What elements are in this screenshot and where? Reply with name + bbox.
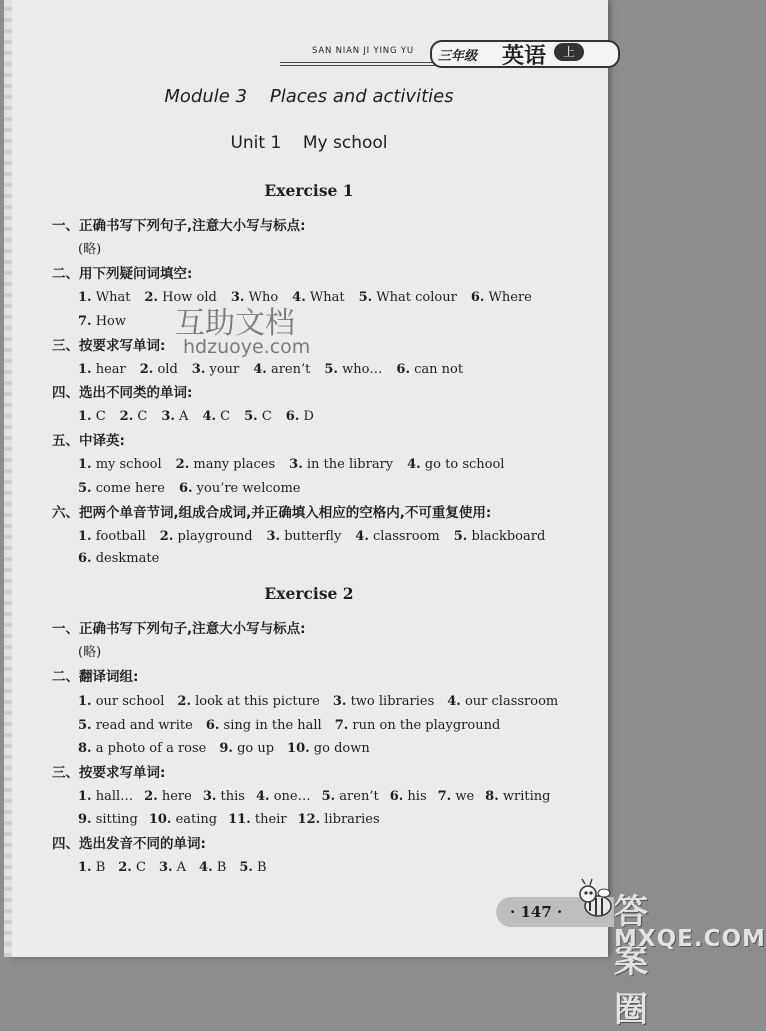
answer-text: a photo of a rose — [91, 741, 207, 756]
ex2-q3-answers-1 — [78, 788, 550, 806]
answer-item — [298, 812, 380, 827]
answer-text: our classroom — [460, 694, 559, 709]
answer-item — [161, 409, 188, 424]
ex1-q6-label: 六、把两个单音节词,组成合成词,并正确填入相应的空格内,不可重复使用: — [52, 505, 492, 521]
watermark-cn-text: 互助文档 — [175, 306, 295, 341]
module-title: Module 3 Places and activities — [164, 86, 454, 107]
answer-item — [160, 529, 253, 544]
ex1-q1-label: 一、正确书写下列句子,注意大小写与标点: — [52, 218, 306, 234]
answer-item — [396, 362, 463, 377]
answer-text: aren’t — [335, 789, 379, 804]
answer-number: 1. — [78, 409, 92, 424]
answer-number: 5. — [78, 718, 92, 733]
answer-number: 2. — [118, 860, 132, 875]
answer-number: 7. — [437, 789, 452, 804]
ex1-q5-label: 五、中译英: — [52, 433, 125, 449]
answer-text: you’re welcome — [192, 481, 301, 496]
answer-item — [219, 741, 274, 756]
answer-item — [359, 290, 457, 305]
answer-item — [355, 529, 439, 544]
answer-number: 3. — [332, 694, 347, 709]
answer-item — [78, 789, 133, 804]
answer-number: 2. — [175, 457, 190, 472]
answer-number: 1. — [78, 457, 92, 472]
answer-number: 4. — [255, 789, 270, 804]
answer-item — [256, 789, 311, 804]
unit-title: Unit 1 My school — [230, 133, 388, 153]
corner-watermark-cn: 答案圈 — [614, 892, 650, 1030]
answer-text: this — [216, 789, 245, 804]
answer-text: run on the playground — [348, 718, 501, 733]
answer-number: 6. — [470, 290, 485, 305]
answer-text: D — [299, 409, 314, 424]
answer-item — [267, 529, 342, 544]
answer-text: hear — [91, 362, 126, 377]
answer-number: 5. — [358, 290, 373, 305]
book-badge — [430, 40, 620, 68]
ex2-q1-label: 一、正确书写下列句子,注意大小写与标点: — [52, 621, 306, 637]
answer-number: 1. — [78, 290, 92, 305]
answer-text: aren’t — [266, 362, 311, 377]
answer-text: my school — [91, 457, 162, 472]
answer-text: we — [451, 789, 475, 804]
answer-text: many places — [189, 457, 276, 472]
answer-number: 10. — [287, 741, 310, 756]
answer-item — [159, 860, 186, 875]
answer-number: 1. — [78, 362, 92, 377]
answer-item — [78, 362, 126, 377]
badge-subject: 英语 — [502, 44, 547, 69]
answer-item — [78, 812, 138, 827]
answer-text: playground — [173, 529, 253, 544]
answer-number: 6. — [389, 789, 404, 804]
answer-number: 2. — [177, 694, 191, 709]
answer-number: 5. — [324, 362, 338, 377]
answer-text: look at this picture — [190, 694, 320, 709]
document-page — [10, 0, 608, 957]
ex1-q5-answers-2 — [78, 480, 301, 498]
badge-volume: 上 — [554, 43, 584, 61]
answer-text: B — [252, 860, 267, 875]
answer-number: 2. — [119, 409, 134, 424]
answer-item — [322, 789, 379, 804]
header-pinyin: SAN NIAN JI YING YU — [312, 46, 414, 56]
exercise-1-title: Exercise 1 — [264, 181, 354, 200]
answer-number: 7. — [334, 718, 349, 733]
exercise-2-title: Exercise 2 — [264, 584, 354, 603]
answer-text: butterfly — [280, 529, 342, 544]
answer-text: sitting — [91, 812, 138, 827]
answer-item — [179, 481, 301, 496]
answer-number: 4. — [253, 362, 267, 377]
watermark-url-text: hdzuoye.com — [183, 336, 311, 358]
answer-text: How — [91, 314, 127, 329]
answer-number: 3. — [202, 789, 217, 804]
answer-item — [78, 741, 206, 756]
answer-number: 9. — [78, 812, 92, 827]
answer-number: 11. — [228, 812, 251, 827]
answer-text: classroom — [368, 529, 440, 544]
answer-text: in the library — [302, 457, 394, 472]
answer-item — [447, 694, 558, 709]
answer-number: 8. — [485, 789, 499, 804]
ex1-q1-answer: (略) — [78, 242, 102, 257]
answer-number: 5. — [453, 529, 468, 544]
answer-item — [289, 457, 393, 472]
answer-text: go to school — [420, 457, 505, 472]
answer-item — [78, 409, 106, 424]
answer-text: B — [212, 860, 227, 875]
answer-number: 4. — [447, 694, 461, 709]
answer-item — [149, 812, 217, 827]
answer-item — [118, 860, 146, 875]
handwritten-watermark — [165, 270, 365, 370]
answer-text: C — [216, 409, 231, 424]
answer-item — [454, 529, 546, 544]
ex1-q4-label: 四、选出不同类的单词: — [52, 385, 193, 401]
answer-item — [335, 718, 501, 733]
answer-text: two libraries — [346, 694, 435, 709]
answer-item — [78, 290, 130, 305]
answer-number: 8. — [78, 741, 92, 756]
answer-number: 9. — [219, 741, 233, 756]
answer-text: old — [153, 362, 178, 377]
answer-text: go down — [309, 741, 370, 756]
answer-number: 6. — [205, 718, 220, 733]
answer-item — [177, 694, 319, 709]
answer-item — [228, 812, 286, 827]
answer-number: 12. — [297, 812, 321, 827]
answer-text: libraries — [320, 812, 380, 827]
answer-item — [390, 789, 427, 804]
answer-number: 6. — [178, 481, 193, 496]
ex2-q2-answers-1 — [78, 693, 558, 711]
answer-item — [176, 457, 276, 472]
answer-text: A — [172, 860, 187, 875]
answer-text: deskmate — [91, 551, 160, 566]
ex1-q4-answers — [78, 408, 314, 426]
answer-text: come here — [91, 481, 165, 496]
answer-number: 7. — [78, 314, 92, 329]
answer-text: blackboard — [467, 529, 546, 544]
answer-text: B — [91, 860, 106, 875]
ex1-q3-label: 三、按要求写单词: — [52, 338, 166, 354]
answer-number: 5. — [239, 860, 253, 875]
answer-item — [78, 694, 164, 709]
answer-number: 2. — [144, 789, 158, 804]
answer-item — [78, 718, 193, 733]
answer-text: What — [91, 290, 131, 305]
answer-item — [78, 314, 126, 329]
answer-item — [199, 860, 226, 875]
answer-text: eating — [171, 812, 218, 827]
answer-text: hall… — [91, 789, 134, 804]
answer-number: 3. — [266, 529, 281, 544]
answer-text: one… — [269, 789, 311, 804]
answer-item — [206, 718, 322, 733]
answer-item — [202, 409, 230, 424]
ex2-q3-label: 三、按要求写单词: — [52, 765, 166, 781]
answer-text: football — [91, 529, 146, 544]
answer-text: who… — [337, 362, 383, 377]
answer-number: 10. — [148, 812, 172, 827]
ex1-q2-answers-2 — [78, 313, 126, 331]
answer-number: 4. — [202, 409, 217, 424]
answer-text: C — [131, 860, 146, 875]
answer-number: 6. — [78, 551, 92, 566]
answer-number: 4. — [199, 860, 213, 875]
answer-text: read and write — [91, 718, 193, 733]
answer-text: go up — [232, 741, 275, 756]
answer-item — [471, 290, 532, 305]
answer-number: 2. — [139, 362, 154, 377]
answer-number: 5. — [78, 481, 92, 496]
answer-item — [407, 457, 504, 472]
answer-item — [485, 789, 550, 804]
answer-item — [78, 481, 165, 496]
ex2-q2-answers-3 — [78, 740, 370, 758]
answer-text: C — [133, 409, 148, 424]
answer-item — [244, 409, 272, 424]
answer-item — [286, 409, 314, 424]
badge-grade: 三年级 — [438, 49, 478, 64]
answer-item — [78, 551, 159, 566]
ex1-q6-answers-2 — [78, 550, 159, 568]
answer-text: What — [305, 290, 345, 305]
answer-number: 1. — [78, 694, 92, 709]
answer-number: 4. — [407, 457, 421, 472]
ex2-q2-answers-2 — [78, 717, 500, 735]
answer-text: our school — [91, 694, 165, 709]
ex2-q1-answer: (略) — [78, 645, 102, 660]
answer-text: A — [174, 409, 189, 424]
ex2-q2-label: 二、翻译词组: — [52, 669, 139, 685]
answer-number: 1. — [78, 529, 92, 544]
answer-number: 1. — [78, 789, 92, 804]
answer-number: 3. — [289, 457, 303, 472]
answer-number: 2. — [144, 290, 158, 305]
answer-item — [78, 457, 162, 472]
answer-number: 4. — [355, 529, 369, 544]
answer-text: writing — [498, 789, 551, 804]
answer-item — [203, 789, 245, 804]
answer-text: your — [205, 362, 240, 377]
answer-item — [438, 789, 475, 804]
corner-watermark-url: MXQE.COM — [614, 926, 766, 952]
bee-mascot-icon — [576, 878, 616, 920]
answer-text: their — [250, 812, 287, 827]
answer-text: Where — [484, 290, 532, 305]
answer-number: 5. — [244, 409, 258, 424]
answer-item — [144, 789, 192, 804]
page-header — [280, 40, 616, 69]
ex2-q4-label: 四、选出发音不同的单词: — [52, 836, 206, 852]
answer-text: C — [91, 409, 106, 424]
answer-text: sing in the hall — [219, 718, 322, 733]
answer-number: 6. — [285, 409, 300, 424]
ex1-q6-answers-1 — [78, 528, 545, 546]
answer-text: here — [157, 789, 192, 804]
ex2-q4-answers — [78, 859, 267, 877]
answer-text: How old — [158, 290, 217, 305]
answer-item — [120, 409, 148, 424]
answer-number: 6. — [396, 362, 410, 377]
answer-item — [78, 529, 146, 544]
page-number: · 147 · — [510, 903, 563, 921]
answer-number: 2. — [159, 529, 174, 544]
answer-item — [239, 860, 266, 875]
ex1-q2-label: 二、用下列疑问词填空: — [52, 266, 193, 282]
answer-number: 4. — [292, 290, 306, 305]
ex2-q3-answers-2 — [78, 811, 380, 829]
answer-text: his — [403, 789, 427, 804]
answer-text: What colour — [372, 290, 457, 305]
answer-text: Who — [244, 290, 279, 305]
answer-number: 1. — [78, 860, 92, 875]
answer-item — [333, 694, 434, 709]
answer-number: 3. — [158, 860, 173, 875]
answer-number: 3. — [191, 362, 206, 377]
ex1-q5-answers-1 — [78, 456, 504, 474]
answer-item — [287, 741, 370, 756]
answer-text: C — [257, 409, 272, 424]
answer-item — [78, 860, 105, 875]
answer-number: 5. — [321, 789, 336, 804]
answer-number: 3. — [230, 290, 245, 305]
answer-number: 3. — [161, 409, 175, 424]
answer-text: can not — [409, 362, 464, 377]
